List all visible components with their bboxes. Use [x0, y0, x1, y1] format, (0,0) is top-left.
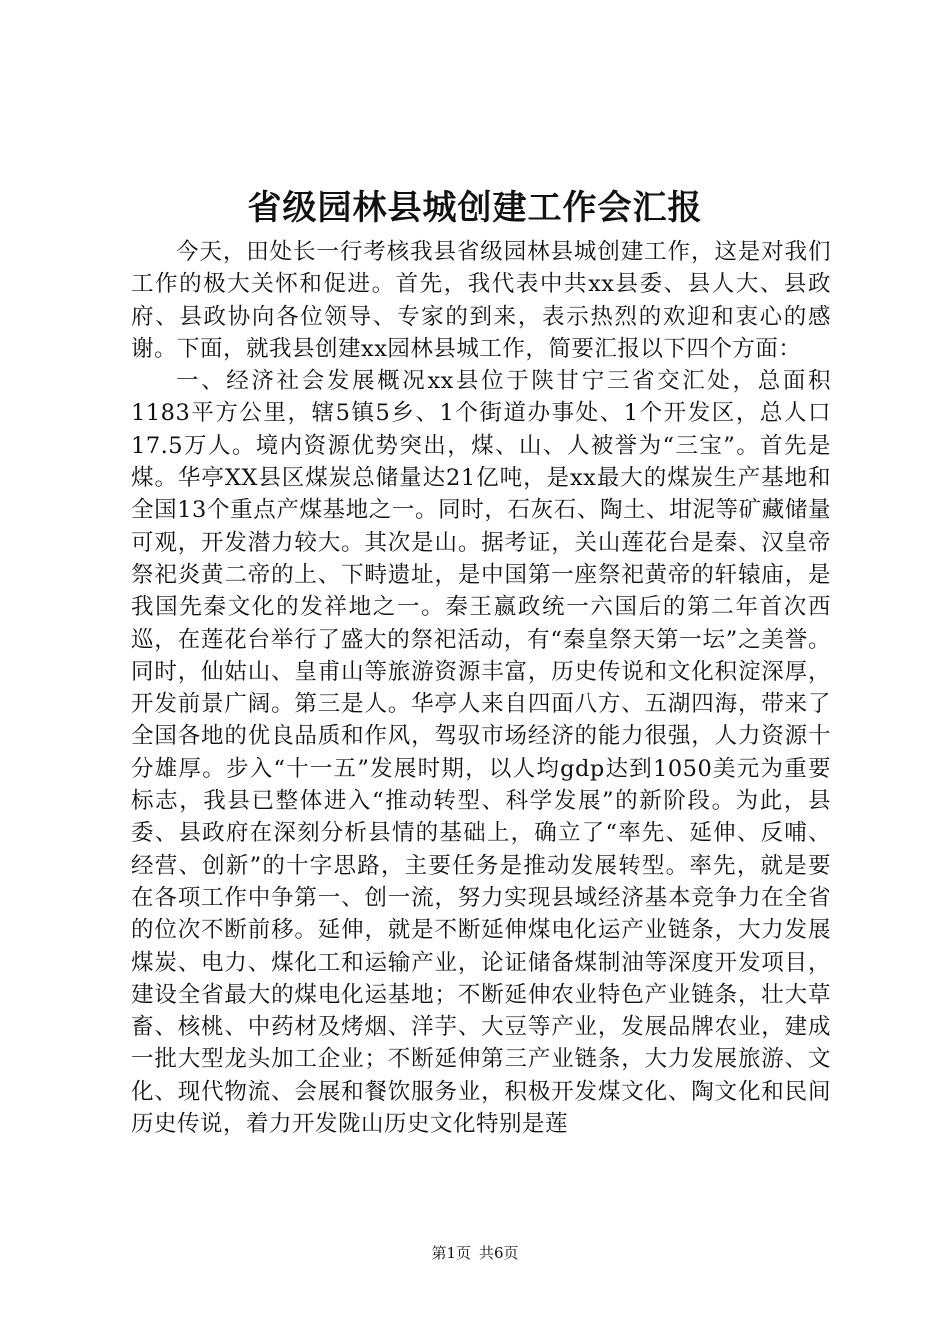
- document-body: [131, 236, 831, 1140]
- page-footer: [0, 1242, 950, 1264]
- page-total: 共6页: [479, 1244, 519, 1262]
- page-number: 第1页: [431, 1244, 471, 1262]
- document-title: 省级园林县城创建工作会汇报: [247, 188, 703, 228]
- paragraph-intro: 今天，田处长一行考核我县省级园林县城创建工作，这是对我们工作的极大关怀和促进。首先，我代表中共xx县委、县人大、县政府、县政协向各位领导、专家的到来，表示热烈的欢迎和衷心的感谢。下面，就我县创建xx园林县城工作，简要汇报以下四个方面：: [131, 239, 831, 362]
- paragraph-economic-overview: 一、经济社会发展概况xx县位于陕甘宁三省交汇处，总面积1183平方公里，辖5镇5乡、1个街道办事处、1个开发区，总人口17.5万人。境内资源优势突出，煤、山、人被誉为“三宝”。首先是煤。华亭XX县区煤炭总储量达21亿吨，是xx最大的煤炭生产基地和全国13个重点产煤基地之一。同时，石灰石、陶土、坩泥等矿藏储量可观，开发潜力较大。其次是山。据考证，关山莲花台是秦、汉皇帝祭祀炎黄二帝的上、下畤遗址，是中国第一座祭祀黄帝的轩辕庙，是我国先秦文化的发祥地之一。秦王嬴政统一六国后的第二年首次西巡，在莲花台举行了盛大的祭祀活动，有“秦皇祭天第一坛”之美誉。同时，仙姑山、皇甫山等旅游资源丰富，历史传说和文化积淀深厚，开发前景广阔。第三是人。华亭人来自四面八方、五湖四海，带来了全国各地的优良品质和作风，驾驭市场经济的能力很强，人力资源十分雄厚。步入“十一五”发展时期，以人均gdp达到1050美元为重要标志，我县已整体进入“推动转型、科学发展”的新阶段。为此，县委、县政府在深刻分析县情的基础上，确立了“率先、延伸、反哺、经营、创新”的十字思路，主要任务是推动发展转型。率先，就是要在各项工作中争第一、创一流，努力实现县域经济基本竞争力在全省的位次不断前移。延伸，就是不断延伸煤电化运产业链条，大力发展煤炭、电力、煤化工和运输产业，论证储备煤制油等深度开发项目，建设全省最大的煤电化运基地；不断延伸农业特色产业链条，壮大草畜、核桃、中药材及烤烟、洋芋、大豆等产业，发展品牌农业，建成一批大型龙头加工企业；不断延伸第三产业链条，大力发展旅游、文化、现代物流、会展和餐饮服务业，积极开发煤文化、陶文化和民间历史传说，着力开发陇山历史文化特别是莲: [131, 368, 831, 1138]
